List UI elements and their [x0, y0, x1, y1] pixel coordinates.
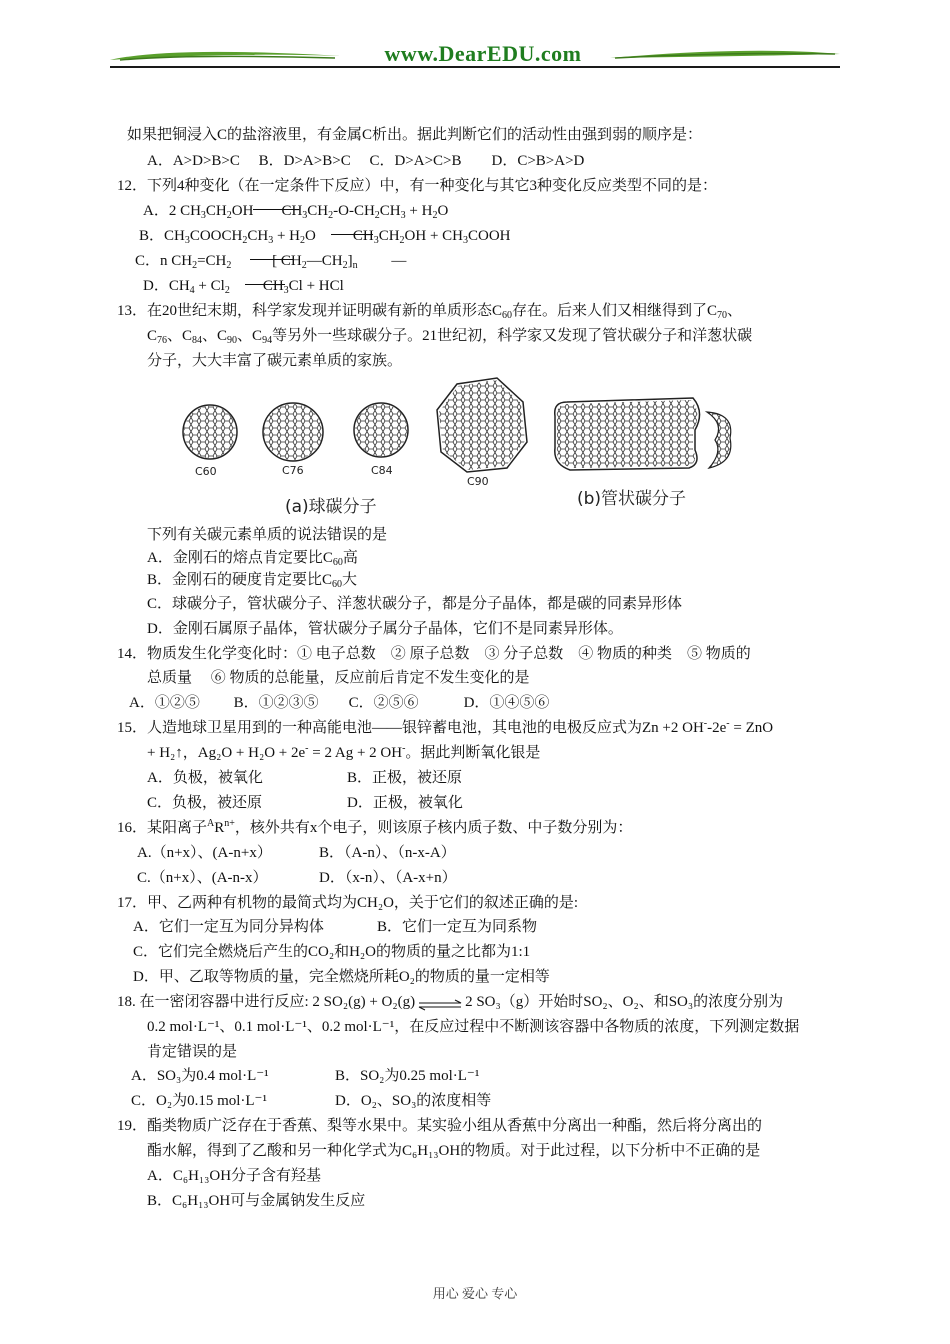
q13-option-b: B．金刚石的硬度肯定要比$C_{60}$大: [147, 572, 358, 590]
figure-label-a: (a)球碳分子: [285, 497, 377, 517]
q12-option-c: C．n $CH_2=CH_2$ [ $CH_2—CH_2]_n$ —: [135, 253, 407, 271]
q16-stem: 16．某阳离子$^AR^{n+}$，核外共有x个电子，则该原子核内质子数、中子数分别为：: [117, 818, 633, 836]
page-footer: 用心 爱心 专心: [432, 1286, 518, 1301]
q18-option-b: B．SO₂为0.25 mol·L⁻¹: [335, 1068, 480, 1084]
c90-molecule: [437, 378, 527, 472]
q18-stem-line2: 0.2 mol·L⁻¹、0.1 mol·L⁻¹、0.2 mol·L⁻¹，在反应过程中不断测该容器中各物质的浓度，下列测定数据: [147, 1019, 800, 1035]
q19-option-a: A．C₆H₁₃OH分子含有羟基: [147, 1168, 322, 1184]
q13-stem-line2: $C_{76}$、$C_{84}$、$C_{90}$、$C_{94}$等另外一些球碳分子。21世纪初，科学家又发现了管状碳分子和洋葱状碳: [147, 328, 753, 346]
q17-stem: 17．甲、乙两种有机物的最简式均为CH₂O，关于它们的叙述正确的是:: [117, 895, 579, 911]
site-logo[interactable]: www.DearEDU.com: [384, 41, 582, 66]
q15-stem-line1: 15．人造地球卫星用到的一种高能电池——银锌蓄电池，其电池的电极反应式为Zn +2 OH--2e- = ZnO: [117, 718, 774, 736]
q18-option-d: D．O₂、SO₃的浓度相等: [335, 1093, 492, 1109]
q17-option-a: A．它们一定互为同分异构体: [133, 919, 324, 935]
q17-option-c: C．它们完全燃烧后产生的CO₂和H₂O的物质的量之比都为1:1: [133, 944, 531, 960]
right-leaf-decoration: [610, 46, 840, 64]
c76-molecule: [263, 403, 323, 461]
q16-option-b: B．（A-n）、（n-x-A）: [319, 845, 456, 861]
q15-option-b: B．正极，被还原: [347, 770, 463, 786]
q12-stem: 12．下列4种变化（在一定条件下反应）中，有一种变化与其它3种变化反应类型不同的是：: [117, 178, 718, 194]
carbon-nanotube: [555, 398, 731, 470]
left-leaf-decoration: [110, 46, 340, 64]
q13-option-c: C．球碳分子，管状碳分子、洋葱状碳分子，都是分子晶体，都是碳的同素异形体: [147, 596, 683, 612]
q18-stem-line3: 肯定错误的是: [147, 1044, 238, 1060]
c60-molecule: [183, 405, 237, 459]
q11-options: A．A>D>B>C B．D>A>B>C C．D>A>C>B D．C>B>A>D: [147, 153, 585, 169]
q14-options: A．①②⑤ B．①②③⑤ C．②⑤⑥ D．①④⑤⑥: [129, 695, 550, 711]
q15-option-d: D．正极，被氧化: [347, 795, 463, 811]
q14-stem-line1: 14．物质发生化学变化时：① 电子总数 ② 原子总数 ③ 分子总数 ④ 物质的种类 ⑤ 物质的: [117, 646, 751, 662]
q16-option-d: D．（x-n）、（A-x+n）: [319, 870, 457, 886]
q15-option-c: C．负极，被还原: [147, 795, 263, 811]
q11-stem-tail: 如果把铜浸入C的盐溶液里，有金属C析出。据此判断它们的活动性由强到弱的顺序是：: [127, 127, 703, 143]
q15-option-a: A．负极，被氧化: [147, 770, 263, 786]
q13-question: 下列有关碳元素单质的说法错误的是: [147, 527, 388, 543]
q19-option-b: B．C₆H₁₃OH可与金属钠发生反应: [147, 1193, 366, 1209]
site-header: [110, 38, 840, 74]
q12-option-d: D．$CH_4 + Cl_2$ $CH_3Cl$ + HCl: [143, 278, 344, 296]
q18-stem-line1: 18. 在一密闭容器中进行反应: 2 SO₂(g) + O₂(g) 2 SO₃（g）开始时SO₂、O₂、和SO₃的浓度分别为: [117, 994, 784, 1010]
q19-stem-line1: 19．酯类物质广泛存在于香蕉、梨等水果中。某实验小组从香蕉中分离出一种酯，然后将分离出的: [117, 1118, 763, 1134]
q18-option-c: C．O₂为0.15 mol·L⁻¹: [131, 1093, 267, 1109]
c84-label: C84: [371, 464, 393, 477]
q17-option-b: B．它们一定互为同系物: [377, 919, 538, 935]
q13-stem-line3: 分子，大大丰富了碳元素单质的家族。: [147, 353, 403, 369]
q17-option-d: D．甲、乙取等物质的量，完全燃烧所耗O₂的物质的量一定相等: [133, 969, 550, 985]
header-rule: [110, 66, 840, 68]
q12-option-b: B．$CH_3COOCH_2CH_3 + H_2O$ $CH_3CH_2OH$ + $CH_3COOH$: [139, 228, 511, 246]
c90-label: C90: [467, 475, 489, 488]
q12-option-a: A．2 $CH_3CH_2OH$ $CH_3CH_2-O-CH_2CH_3 + H_2O$: [143, 203, 449, 221]
figure-label-b: (b)管状碳分子: [577, 489, 687, 509]
c84-molecule: [354, 403, 408, 457]
q13-option-a: A．金刚石的熔点肯定要比$C_{60}$高: [147, 550, 358, 568]
q15-stem-line2: + H₂↑，Ag₂O + H₂O + 2e- = 2 Ag + 2 OH-。据此判断氧化银是: [147, 743, 541, 761]
equilibrium-arrows: [417, 997, 463, 1009]
q19-stem-line2: 酯水解，得到了乙酸和另一种化学式为C₆H₁₃OH的物质。对于此过程，以下分析中不正确的是: [147, 1143, 761, 1159]
q14-stem-line2: 总质量 ⑥ 物质的总能量，反应前后肯定不发生变化的是: [147, 670, 530, 686]
carbon-molecules-figure: [175, 372, 740, 522]
q16-option-c: C.（n+x）、(A-n-x）: [137, 870, 268, 886]
c76-label: C76: [282, 464, 304, 477]
c60-label: C60: [195, 465, 217, 478]
q13-option-d: D．金刚石属原子晶体，管状碳分子属分子晶体，它们不是同素异形体。: [147, 621, 623, 637]
q13-stem-line1: 13．在20世纪末期，科学家发现并证明碳有新的单质形态$C_{60}$存在。后来人们又相继得到了$C_{70}$、: [117, 303, 743, 321]
q16-option-a: A.（n+x）、(A-n+x）: [137, 845, 272, 861]
q18-option-a: A．SO₃为0.4 mol·L⁻¹: [131, 1068, 269, 1084]
